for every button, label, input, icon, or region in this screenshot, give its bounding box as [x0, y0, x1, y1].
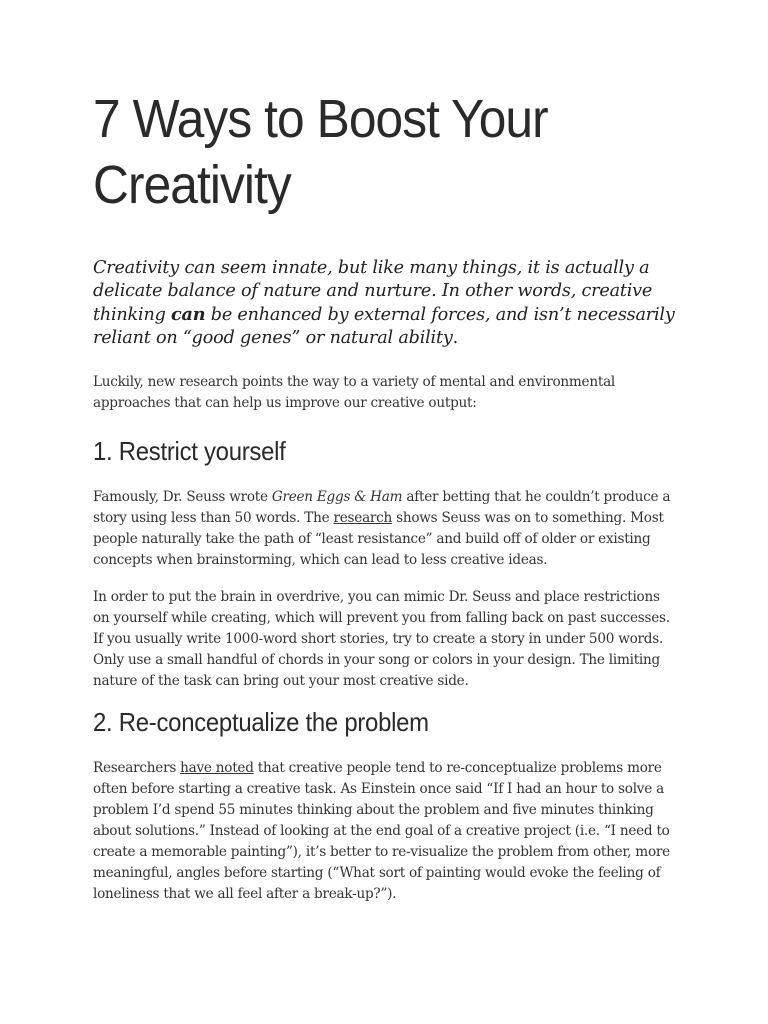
section-2-p1-text-b: that creative people tend to re-conceptualize problems more often before starting a creative task. As Einstein once said “If I had an hour to solve a problem I’d spend 55 minutes thinking about the problem and five minutes thinking about solutions.” Instead of looking at the end goal of a creative project (i.e. “I need to create a memorable painting”), it’s better to re-visualize the problem from other, more meaningful, angles before starting (“What sort of painting would evoke the feeling of loneliness that we all feel after a break-up?”).	[93, 760, 670, 902]
article	[93, 86, 678, 905]
section-2-heading: 2. Re-conceptualize the problem	[93, 707, 429, 737]
section-1-p1-text-c: shows Seuss was on to something. Most people naturally take the path of “least resistance” and build off of older or existing concepts when brainstorming, which can lead to less creative ideas.	[93, 510, 664, 568]
lead-text-end: .	[452, 328, 458, 348]
lead-bold-word: can	[171, 304, 206, 325]
article-title: 7 Ways to Boost Your Creativity	[93, 89, 548, 215]
book-title: Green Eggs & Ham	[271, 489, 403, 505]
lead-paragraph	[93, 257, 678, 350]
section-1-p1-text-b: after betting that he couldn’t produce a story using less than 50 words. The	[93, 489, 671, 526]
have-noted-link[interactable]: have noted	[180, 760, 254, 776]
section-1-paragraph-2: In order to put the brain in overdrive, you can mimic Dr. Seuss and place restrictions on yourself while creating, which will prevent you from falling back on past successes. If you usually write 1000-word short stories, try to create a story in under 500 words. Only use a small handful of chords in your song or colors in your design. The limiting nature of the task can bring out your most creative side.	[93, 589, 670, 689]
lead-text-middle: be enhanced by external forces, and isn’t necessarily reliant on “good genes” or natural ability	[93, 305, 675, 348]
section-1-paragraph-1	[93, 487, 678, 571]
lead-text-start: Creativity can seem innate, but like many things, it is actually a delicate balance of nature and nurture. In other words, creative thinking	[93, 258, 653, 325]
section-1-heading: 1. Restrict yourself	[93, 436, 286, 466]
section-1-p1-text-a: Famously, Dr. Seuss wrote	[93, 489, 272, 505]
section-2-paragraph-1	[93, 758, 678, 905]
intro-paragraph: Luckily, new research points the way to a variety of mental and environmental approaches that can help us improve our creative output:	[93, 374, 616, 411]
section-2-p1-text-a: Researchers	[93, 760, 181, 776]
research-link[interactable]: research	[333, 510, 393, 526]
